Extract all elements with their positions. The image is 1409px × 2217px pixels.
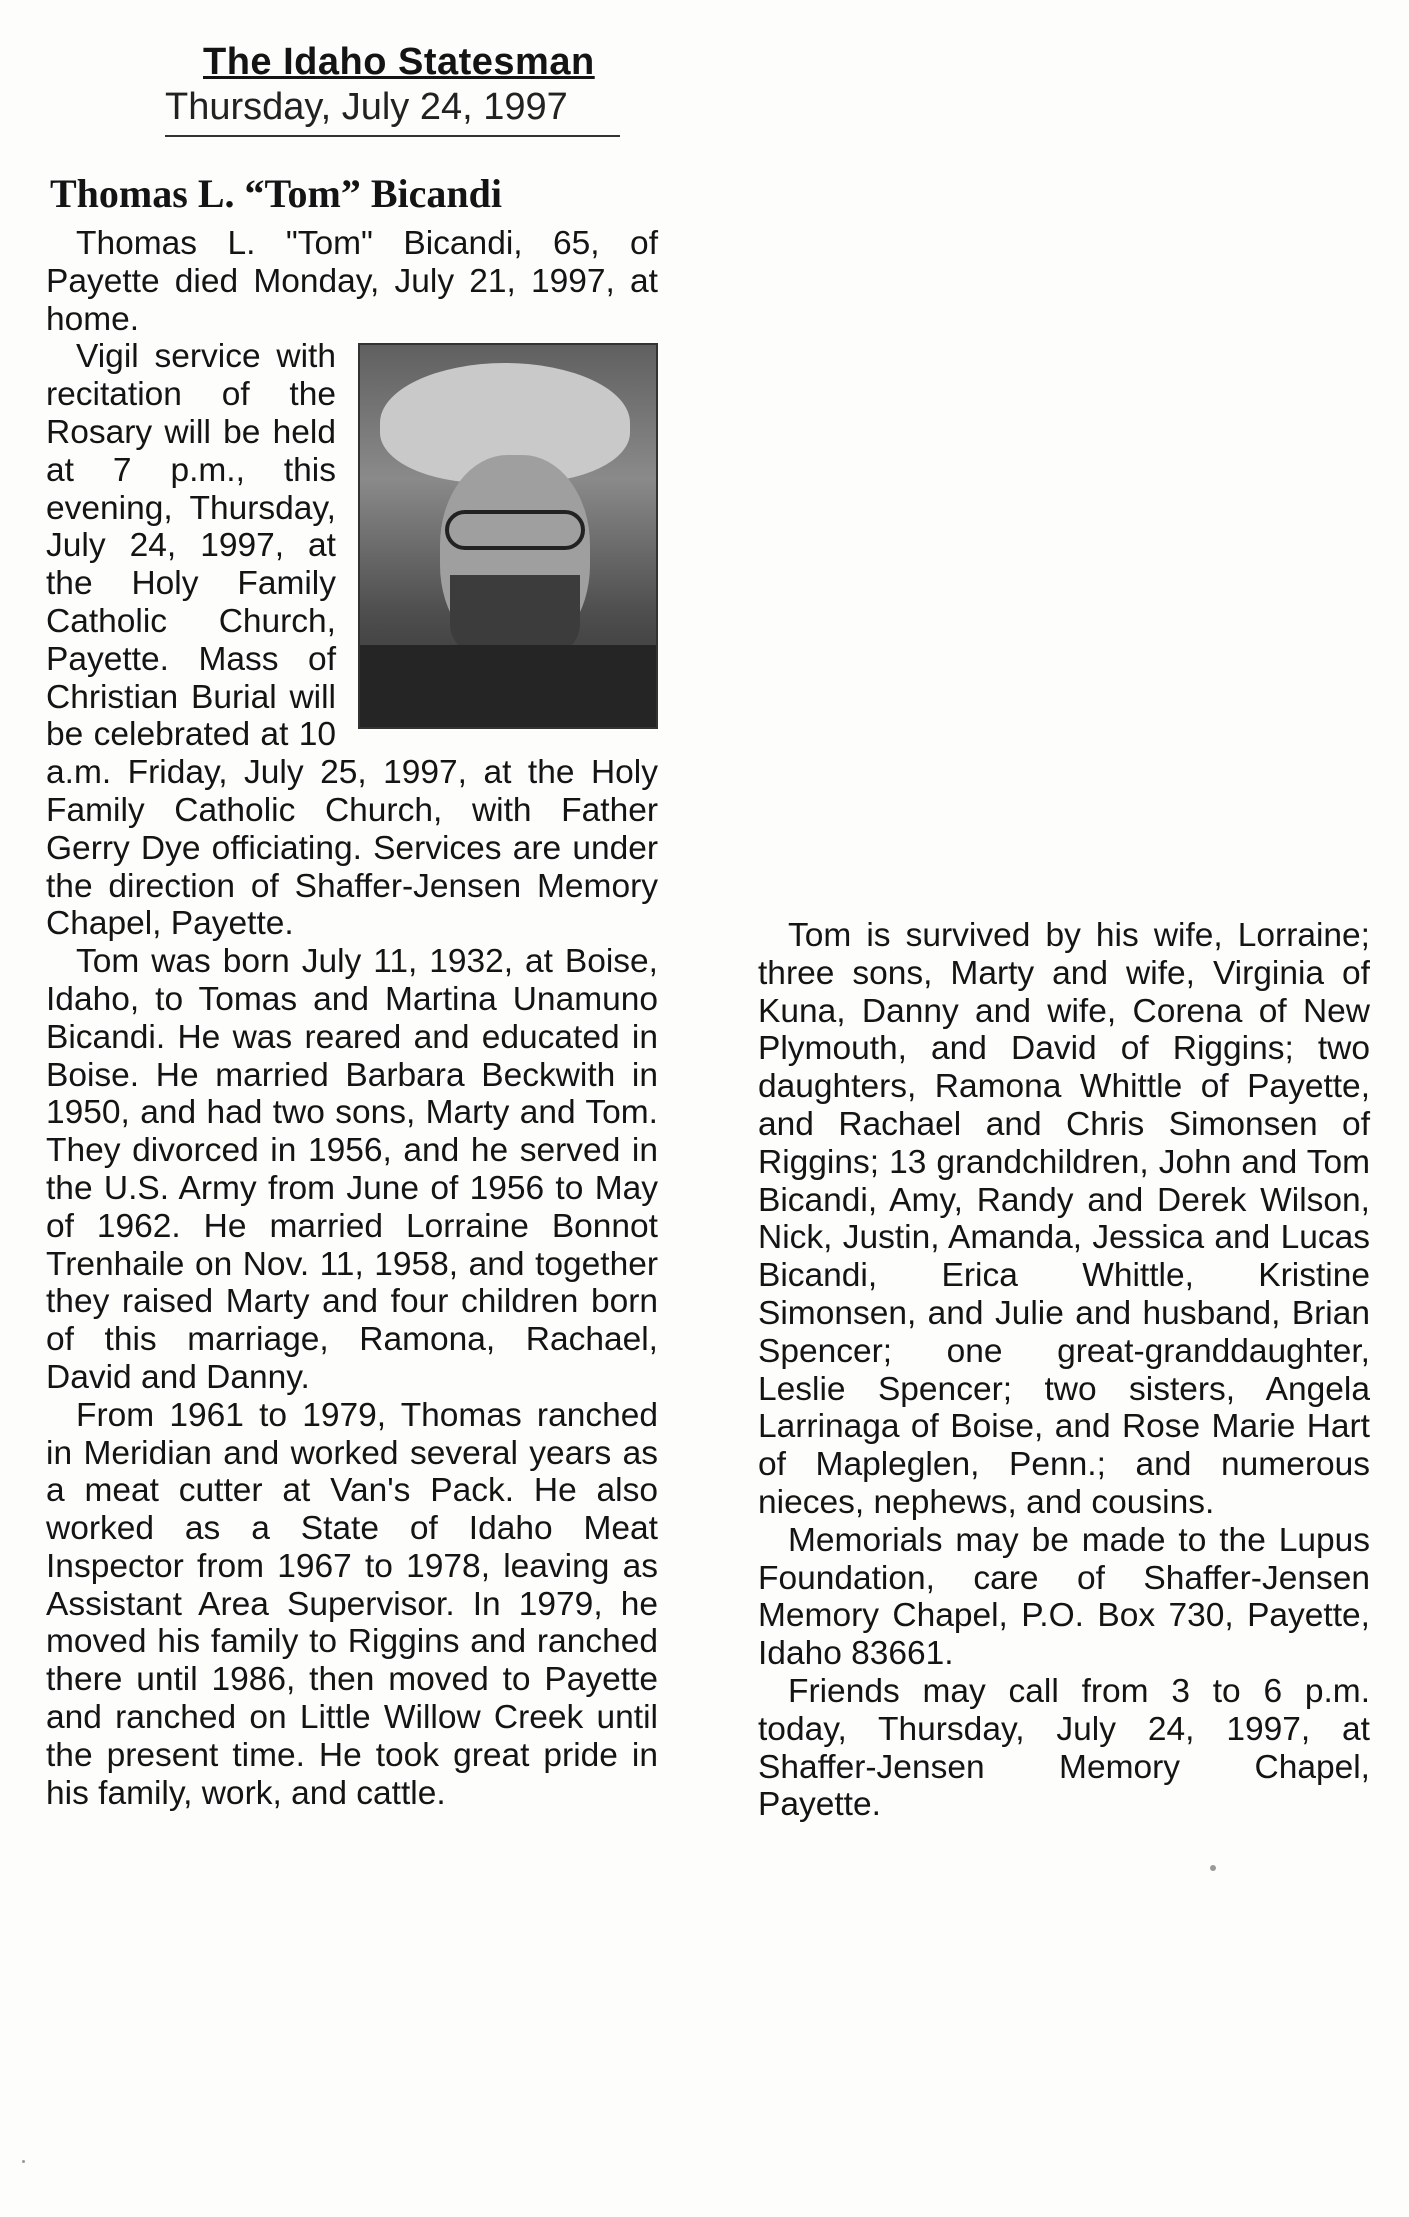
masthead-rule (165, 135, 620, 137)
right-column (758, 917, 1370, 1824)
obituary-headline: Thomas L. “Tom” Bicandi (50, 171, 502, 216)
publication-date: Thursday, July 24, 1997 (165, 86, 568, 128)
paragraph-memorials: Memorials may be made to the Lupus Foundation, care of Shaffer-Jensen Memory Chapel, P.O. Box 730, Payette, Idaho 83661. (758, 1521, 1370, 1673)
left-column (46, 225, 658, 1812)
paragraph-biography: Tom was born July 11, 1932, at Boise, Idaho, to Tomas and Martina Unamuno Bicandi. He was reared and educated in Boise. He married Barbara Beckwith in 1950, and had two sons, Marty and Tom. They divorced in 1956, and he served in the U.S. Army from June of 1956 to May of 1962. He married Lorraine Bonnot Trenhaile on Nov. 11, 1958, and together they raised Marty and four children born of this marriage, Ramona, Rachael, David and Danny. (46, 943, 658, 1396)
newspaper-name: The Idaho Statesman (203, 41, 595, 83)
portrait-photo (358, 343, 658, 729)
paragraph-death-notice: Thomas L. "Tom" Bicandi, 65, of Payette died Monday, July 21, 1997, at home. (46, 225, 658, 338)
masthead (165, 40, 625, 130)
scan-speck (22, 2160, 25, 2163)
glasses (445, 510, 585, 550)
paragraph-services: Vigil service with recitation of the Rosary will be held at 7 p.m., this evening, Thursday, July 24, 1997, at the Holy Family Catholic Church, Payette. Mass of Christian Burial will be celebrated at 10 a.m. Friday, July 25, 1997, at the Holy Family Catholic Church, with Father Gerry Dye officiating. Services are under the direction of Shaffer-Jensen Memory Chapel, Payette. (46, 338, 658, 943)
paragraph-career: From 1961 to 1979, Thomas ranched in Meridian and worked several years as a meat cutter at Van's Pack. He also worked as a State of Idaho Meat Inspector from 1967 to 1978, leaving as Assistant Area Supervisor. In 1979, he moved his family to Riggins and ranched there until 1986, then moved to Payette and ranched on Little Willow Creek until the present time. He took great pride in his family, work, and cattle. (46, 1396, 658, 1812)
shirt (360, 645, 656, 727)
scan-speck (1210, 1865, 1216, 1871)
paragraph-visitation: Friends may call from 3 to 6 p.m. today, Thursday, July 24, 1997, at Shaffer-Jensen Memory Chapel, Payette. (758, 1672, 1370, 1824)
paragraph-survivors: Tom is survived by his wife, Lorraine; three sons, Marty and wife, Virginia of Kuna, Danny and wife, Corena of New Plymouth, and David of Riggins; two daughters, Ramona Whittle of Payette, and Rachael and Chris Simonsen of Riggins; 13 grandchildren, John and Tom Bicandi, Amy, Randy and Derek Wilson, Nick, Justin, Amanda, Jessica and Lucas Bicandi, Erica Whittle, Kristine Simonsen, and Julie and husband, Brian Spencer; one great-granddaughter, Leslie Spencer; two sisters, Angela Larrinaga of Boise, and Rose Marie Hart of Mapleglen, Penn.; and numerous nieces, nephews, and cousins. (758, 917, 1370, 1521)
